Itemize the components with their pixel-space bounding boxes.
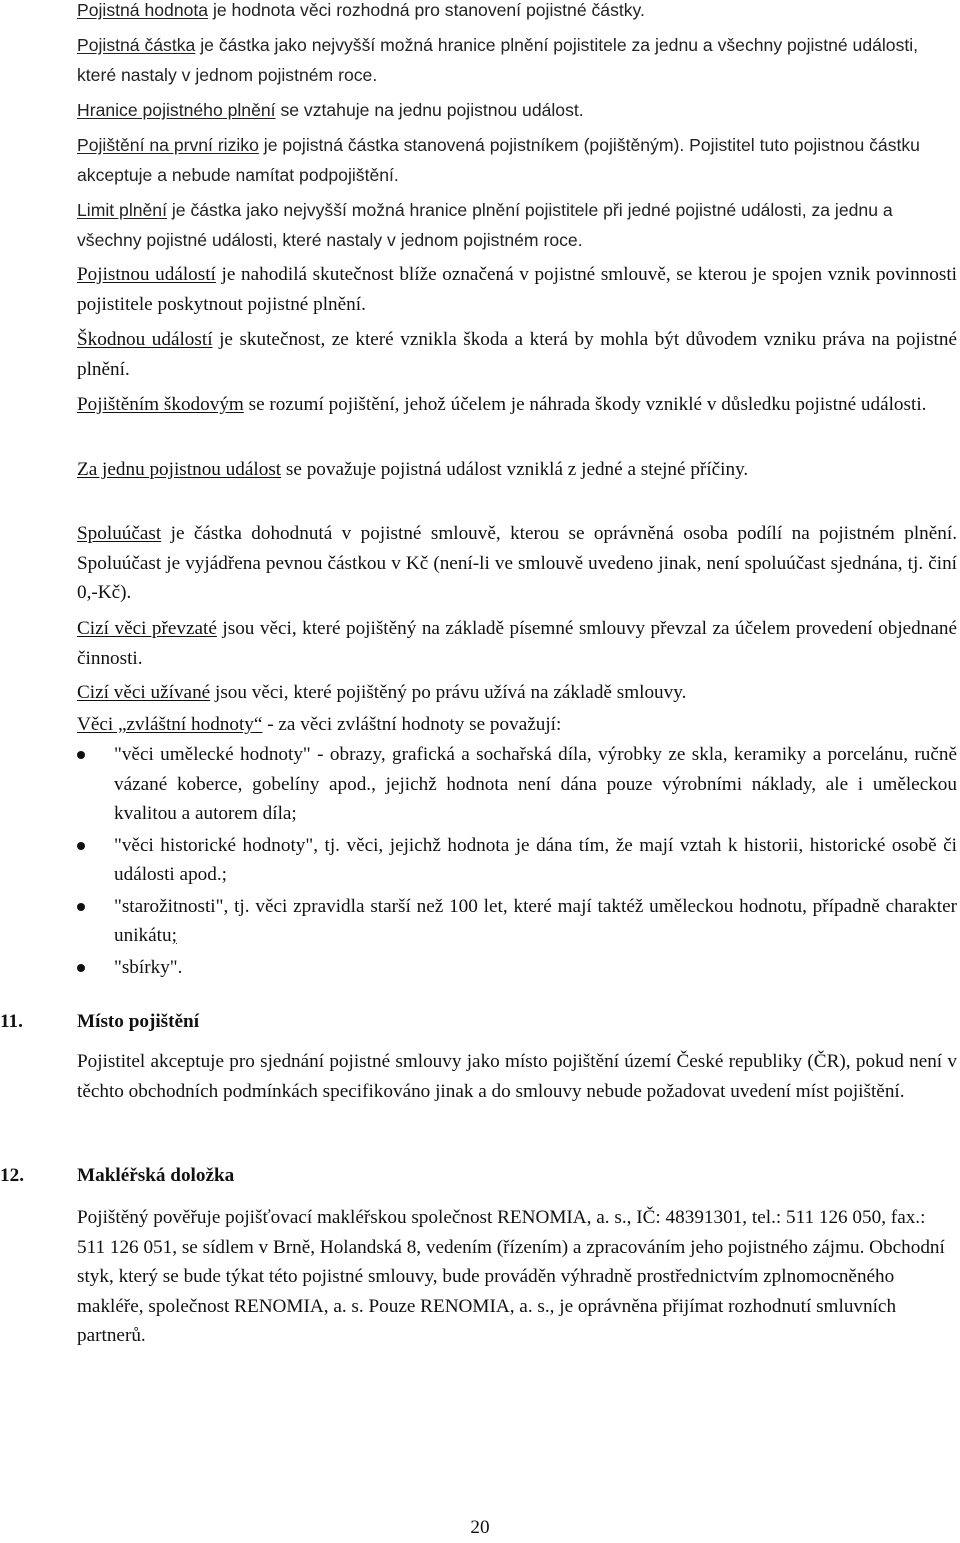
definition-skodna-udalost (77, 325, 957, 384)
bullet-icon (77, 964, 85, 972)
definition-text: je částka dohodnutá v pojistné smlouvě, kterou se oprávněná osoba podílí na pojistném plnění. Spoluúčast je vyjádřena pevnou částkou v Kč (není-li ve smlouvě uvedeno jinak, není spoluúčast sjednána, tj. činí 0,-Kč). (77, 523, 957, 603)
bullet-icon (77, 842, 85, 850)
definition-text: je skutečnost, ze které vznikla škoda a která by mohla být důvodem vzniku práva na pojistné plnění. (77, 329, 957, 380)
definition-cizi-veci-prevzate (77, 614, 957, 673)
definition-text: je částka jako nejvyšší možná hranice plnění pojistitele při jedné pojistné události, za jednu a všechny pojistné události, které nastaly v jednom pojistném roce. (77, 200, 893, 250)
definition-spoluucast (77, 519, 957, 608)
special-value-list (77, 740, 957, 984)
definition-term: Hranice pojistného plnění (77, 100, 276, 120)
section-number: 12. (0, 1165, 24, 1186)
list-item (77, 831, 957, 890)
list-item-text: "sbírky". (114, 956, 183, 978)
definition-cizi-veci-uzivane (77, 678, 957, 708)
definition-pojistna-hodnota (77, 0, 957, 26)
definition-term: Pojistná hodnota (77, 0, 209, 20)
definition-limit-plneni (77, 196, 957, 255)
definition-text: se vztahuje na jednu pojistnou událost. (275, 100, 584, 120)
definition-pojistna-castka (77, 31, 957, 90)
definition-text: - za věci zvláštní hodnoty se považují: (262, 714, 562, 735)
definition-text: se rozumí pojištění, jehož účelem je náhrada škody vzniklé v důsledku pojistné události. (243, 394, 927, 415)
definition-text: se považuje pojistná událost vzniklá z jedné a stejné příčiny. (281, 459, 749, 480)
list-item (77, 740, 957, 829)
list-item-text: "starožitnosti", tj. věci zpravidla starší než 100 let, které mají taktéž uměleckou hodnotu, případně charakter unikátu (114, 895, 957, 946)
definition-text: je nahodilá skutečnost blíže označená v pojistné smlouvě, se kterou je spojen vznik povinnosti pojistitele poskytnout pojistné plnění. (77, 264, 957, 315)
section-title-maklerska-dolozka: Makléřská doložka (77, 1165, 235, 1186)
section-body-maklerska-dolozka: Pojištěný pověřuje pojišťovací makléřskou společnost RENOMIA, a. s., IČ: 48391301, tel.: 511 126 050, fax.: 511 126 051, se sídlem v Brně, Holandská 8, vedením (řízením) a zpracováním jeho pojistného zájmu. Obchodní styk, který se bude týkat této pojistné smlouvy, bude prováděn výhradně prostřednictvím zplnomocněného makléře, společnost RENOMIA, a. s. Pouze RENOMIA, a. s., je oprávněna přijímat rozhodnutí smluvních partnerů. (77, 1207, 945, 1346)
definition-text: je částka jako nejvyšší možná hranice plnění pojistitele za jednu a všechny pojistné události, které nastaly v jednom pojistném roce. (77, 35, 919, 85)
definition-prvni-riziko (77, 131, 957, 190)
definition-hranice-plneni (77, 96, 957, 126)
definition-term: Věci „zvláštní hodnoty“ (77, 714, 263, 735)
bullet-icon (77, 751, 85, 759)
definition-text: je pojistná částka stanovená pojistníkem (pojištěným). Pojistitel tuto pojistnou částku akceptuje a nebude namítat podpojištění. (77, 135, 920, 185)
definition-text: jsou věci, které pojištěný po právu užívá na základě smlouvy. (210, 682, 687, 703)
definition-term: Pojištěním škodovým (77, 394, 244, 415)
definition-term: Cizí věci převzaté (77, 618, 217, 639)
page-number: 20 (470, 1517, 490, 1538)
definition-term: Limit plnění (77, 200, 167, 220)
definition-term: Spoluúčast (77, 523, 162, 544)
definition-term: Cizí věci užívané (77, 682, 211, 703)
section-number: 11. (0, 1011, 23, 1032)
section-body-misto-pojisteni: Pojistitel akceptuje pro sjednání pojistné smlouvy jako místo pojištění území České republiky (ČR), pokud není v těchto obchodních podmínkách specifikováno jinak a do smlouvy nebude požadovat uvedení míst pojištění. (77, 1051, 957, 1102)
definition-pojisteni-skodove (77, 390, 957, 420)
definition-text: jsou věci, které pojištěný na základě písemné smlouvy převzal za účelem provedení objednané činnosti. (77, 618, 957, 669)
definition-pojistna-udalost (77, 260, 957, 319)
definition-term: Za jednu pojistnou událost (77, 459, 282, 480)
definition-jedna-udalost (77, 455, 957, 485)
definition-term: Pojištění na první riziko (77, 135, 259, 155)
list-item-text: "věci umělecké hodnoty" - obrazy, grafická a sochařská díla, výrobky ze skla, keramiky a porcelánu, ručně vázané koberce, gobelíny apod., jejichž hodnota není dána pouze výrobními náklady, ale i uměleckou kvalitou a autorem díla; (114, 744, 957, 824)
list-item-tail: ; (171, 925, 177, 946)
bullet-icon (77, 903, 85, 911)
list-item-text: "věci historické hodnoty", tj. věci, jejichž hodnota je dána tím, že mají vztah k historii, historické osobě či události apod.; (114, 834, 957, 885)
section-title-misto-pojisteni: Místo pojištění (77, 1011, 200, 1032)
definition-term: Pojistná částka (77, 35, 196, 55)
definition-text: je hodnota věci rozhodná pro stanovení pojistné částky. (208, 0, 645, 20)
list-item (77, 953, 957, 983)
list-item (77, 892, 957, 951)
definition-term: Škodnou událostí (77, 329, 213, 350)
definition-term: Pojistnou událostí (77, 264, 216, 285)
definition-veci-zvlastni-hodnoty (77, 710, 957, 740)
